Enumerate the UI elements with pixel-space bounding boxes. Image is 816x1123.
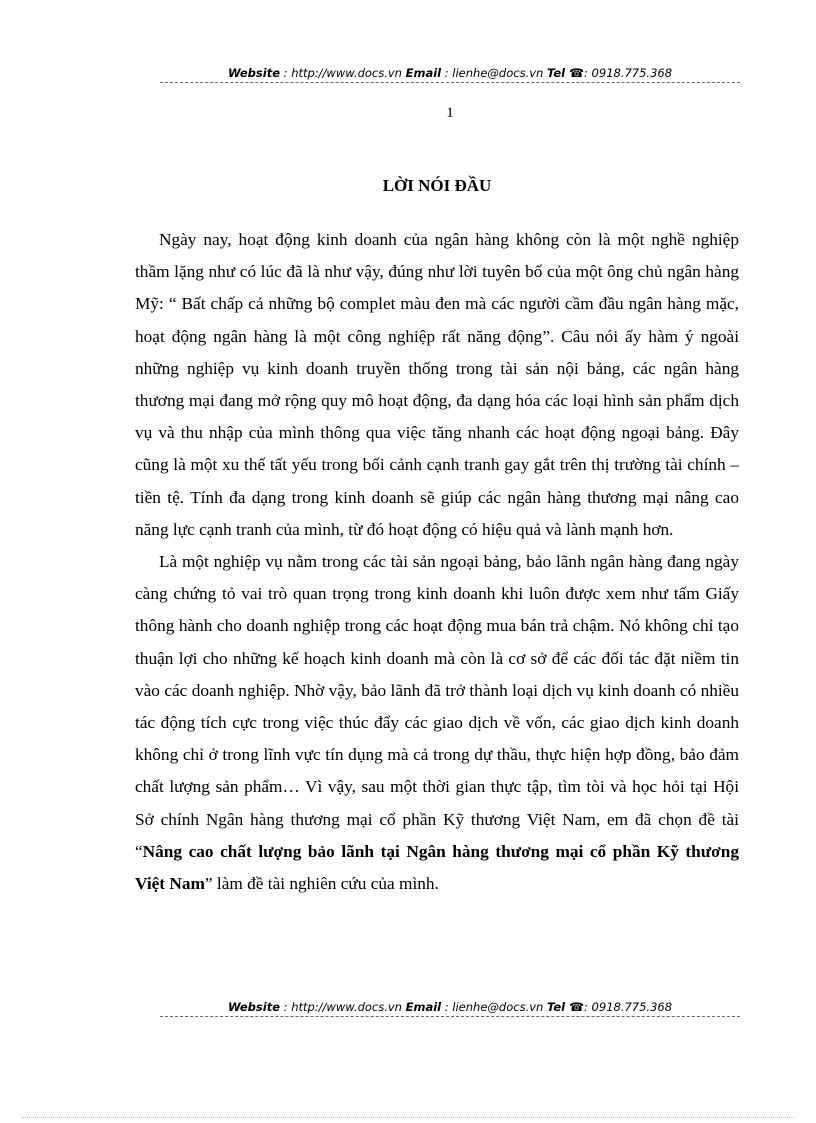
page-number: 1 <box>446 105 454 121</box>
email-label: Email <box>405 66 442 80</box>
phone-icon: ☎ <box>569 66 585 80</box>
tel-label: Tel <box>546 66 566 80</box>
website-value: : http://www.docs.vn <box>280 1000 406 1014</box>
tel-value: : 0918.775.368 <box>584 66 673 80</box>
paragraph-1: Ngày nay, hoạt động kinh doanh của ngân hàng không còn là một nghề nghiệp thầm lặng như có lúc đã là như vậy, đúng như lời tuyên bố của một ông chủ ngân hàng Mỹ: “ Bất chấp cả những bộ complet màu đen mà các người cầm đầu ngân hàng mặc, hoạt động ngân hàng là một công nghiệp rất năng động”. Câu nói ấy hàm ý ngoài những nghiệp vụ kinh doanh truyền thống trong tài sản nội bảng, các ngân hàng thương mại đang mở rộng quy mô hoạt động, đa dạng hóa các loại hình sản phẩm dịch vụ và thu nhập của mình thông qua việc tăng nhanh các hoạt động ngoại bảng. Đây cũng là một xu thế tất yếu trong bối cảnh cạnh tranh gay gắt trên thị trường tài chính – tiền tệ. Tính đa dạng trong kinh doanh sẽ giúp các ngân hàng thương mại nâng cao năng lực cạnh tranh của mình, từ đó hoạt động có hiệu quả và lành mạnh hơn. <box>135 230 739 539</box>
tel-value: : 0918.775.368 <box>584 1000 673 1014</box>
website-label: Website <box>227 66 281 80</box>
page-title: LỜI NÓI ĐẦU <box>382 176 492 195</box>
paragraph-2 <box>135 546 739 900</box>
email-value: : lienhe@docs.vn <box>441 66 547 80</box>
phone-icon: ☎ <box>569 1000 585 1014</box>
page-bottom-divider <box>22 1117 794 1118</box>
paragraph-2-ending: ” làm đề tài nghiên cứu của mình. <box>204 874 439 894</box>
paragraph-2-text: Là một nghiệp vụ nằm trong các tài sản ngoại bảng, bảo lãnh ngân hàng đang ngày càng chứng tỏ vai trò quan trọng trong kinh doanh khi luôn được xem như tấm Giấy thông hành cho doanh nghiệp trong các hoạt động mua bán trả chậm. Nó không chỉ tạo thuận lợi cho những kế hoạch kinh doanh mà còn là cơ sở để các đối tác đặt niềm tin vào các doanh nghiệp. Nhờ vậy, bảo lãnh đã trở thành loại dịch vụ kinh doanh có nhiều tác động tích cực trong việc thúc đẩy các giao dịch về vốn, các giao dịch kinh doanh không chỉ ở trong lĩnh vực tín dụng mà cả trong dự thầu, thực hiện hợp đồng, bảo đảm chất lượng sản phẩm… Vì vậy, sau một thời gian thực tập, tìm tòi và học hỏi tại Hội Sở chính Ngân hàng thương mại cổ phần Kỹ thương Việt Nam, em đã chọn đề tài “ <box>135 552 739 861</box>
email-value: : lienhe@docs.vn <box>441 1000 547 1014</box>
website-label: Website <box>227 1000 281 1014</box>
page-header <box>160 66 740 83</box>
tel-label: Tel <box>546 1000 566 1014</box>
email-label: Email <box>405 1000 442 1014</box>
website-value: : http://www.docs.vn <box>280 66 406 80</box>
body-text <box>135 224 739 900</box>
thesis-title: Nâng cao chất lượng bảo lãnh tại Ngân hàng thương mại cổ phần Kỹ thương Việt Nam <box>135 841 739 894</box>
page-footer <box>160 1000 740 1017</box>
